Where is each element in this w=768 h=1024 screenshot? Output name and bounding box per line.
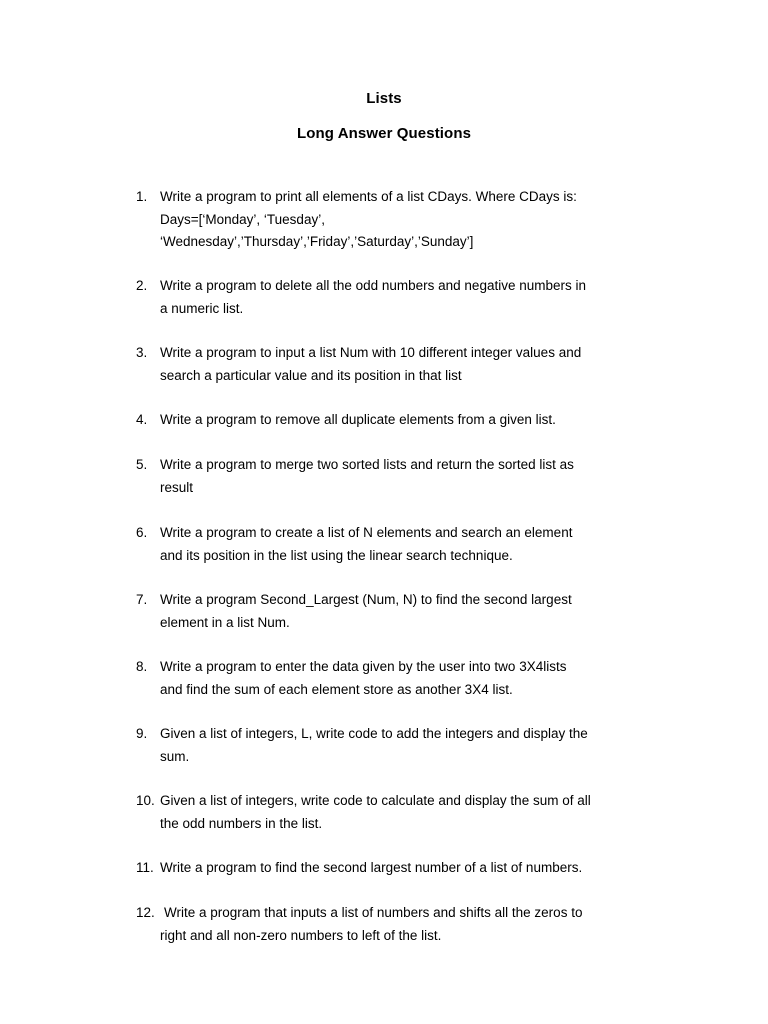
question-text — [160, 454, 656, 499]
question-text — [160, 275, 656, 320]
question-item — [136, 275, 656, 320]
question-number: 12. — [136, 905, 155, 920]
question-number: 9. — [136, 726, 148, 741]
question-line: Write a program Second_Largest (Num, N) to find the second largest — [160, 592, 572, 607]
question-number: 7. — [136, 592, 148, 607]
question-number: 6. — [136, 525, 148, 540]
question-number: 8. — [136, 659, 148, 674]
question-line: Given a list of integers, write code to calculate and display the sum of all — [160, 793, 591, 808]
question-text — [160, 857, 656, 880]
question-line: result — [160, 479, 194, 495]
question-line: and find the sum of each element store as another 3X4 list. — [160, 681, 513, 697]
question-line: Days=[‘Monday’, ‘Tuesday’, — [160, 211, 325, 227]
question-number: 2. — [136, 278, 148, 293]
question-line: Write a program to enter the data given by the user into two 3X4lists — [160, 659, 567, 674]
question-line: Write a program to delete all the odd numbers and negative numbers in — [160, 278, 586, 293]
question-text — [160, 522, 656, 567]
question-line: Write a program to input a list Num with 10 different integer values and — [160, 345, 582, 360]
question-text — [160, 589, 656, 634]
question-line: Write a program to create a list of N elements and search an element — [160, 525, 573, 540]
question-item — [136, 790, 656, 835]
question-line: a numeric list. — [160, 300, 244, 316]
question-line: Write a program to remove all duplicate elements from a given list. — [160, 412, 556, 427]
question-item — [136, 409, 656, 432]
question-line: Write a program to find the second largest number of a list of numbers. — [160, 860, 583, 875]
question-line: element in a list Num. — [160, 614, 290, 630]
question-item — [136, 522, 656, 567]
question-text — [160, 342, 656, 387]
question-item — [136, 589, 656, 634]
question-text — [160, 409, 656, 432]
question-line: Write a program to print all elements of a list CDays. Where CDays is: — [160, 189, 577, 204]
question-line: Write a program to merge two sorted lists and return the sorted list as — [160, 457, 574, 472]
question-number: 4. — [136, 412, 148, 427]
question-line: search a particular value and its position in that list — [160, 367, 462, 383]
question-item — [136, 656, 656, 701]
question-item — [136, 857, 656, 880]
question-line: the odd numbers in the list. — [160, 815, 323, 831]
question-line: Given a list of integers, L, write code to add the integers and display the — [160, 726, 588, 741]
question-number: 5. — [136, 457, 148, 472]
question-line: sum. — [160, 748, 190, 764]
page-title: Lists — [366, 90, 402, 107]
question-line: ‘Wednesday’,’Thursday’,’Friday’,’Saturday’,’Sunday’] — [160, 234, 474, 249]
question-line: Write a program that inputs a list of numbers and shifts all the zeros to — [164, 905, 583, 920]
question-text — [160, 656, 656, 701]
question-text — [160, 790, 656, 835]
question-text — [160, 723, 656, 768]
question-line: and its position in the list using the linear search technique. — [160, 547, 513, 563]
question-number: 10. — [136, 793, 155, 808]
question-text — [160, 186, 656, 254]
question-item — [136, 342, 656, 387]
question-item — [136, 902, 656, 947]
question-item — [136, 454, 656, 499]
question-number: 3. — [136, 345, 148, 360]
page-subtitle: Long Answer Questions — [296, 125, 472, 142]
question-text — [160, 902, 656, 947]
question-line: right and all non-zero numbers to left of the list. — [160, 927, 442, 943]
question-item — [136, 723, 656, 768]
question-number: 11. — [136, 860, 154, 875]
question-item — [136, 186, 656, 254]
question-number: 1. — [136, 189, 148, 204]
